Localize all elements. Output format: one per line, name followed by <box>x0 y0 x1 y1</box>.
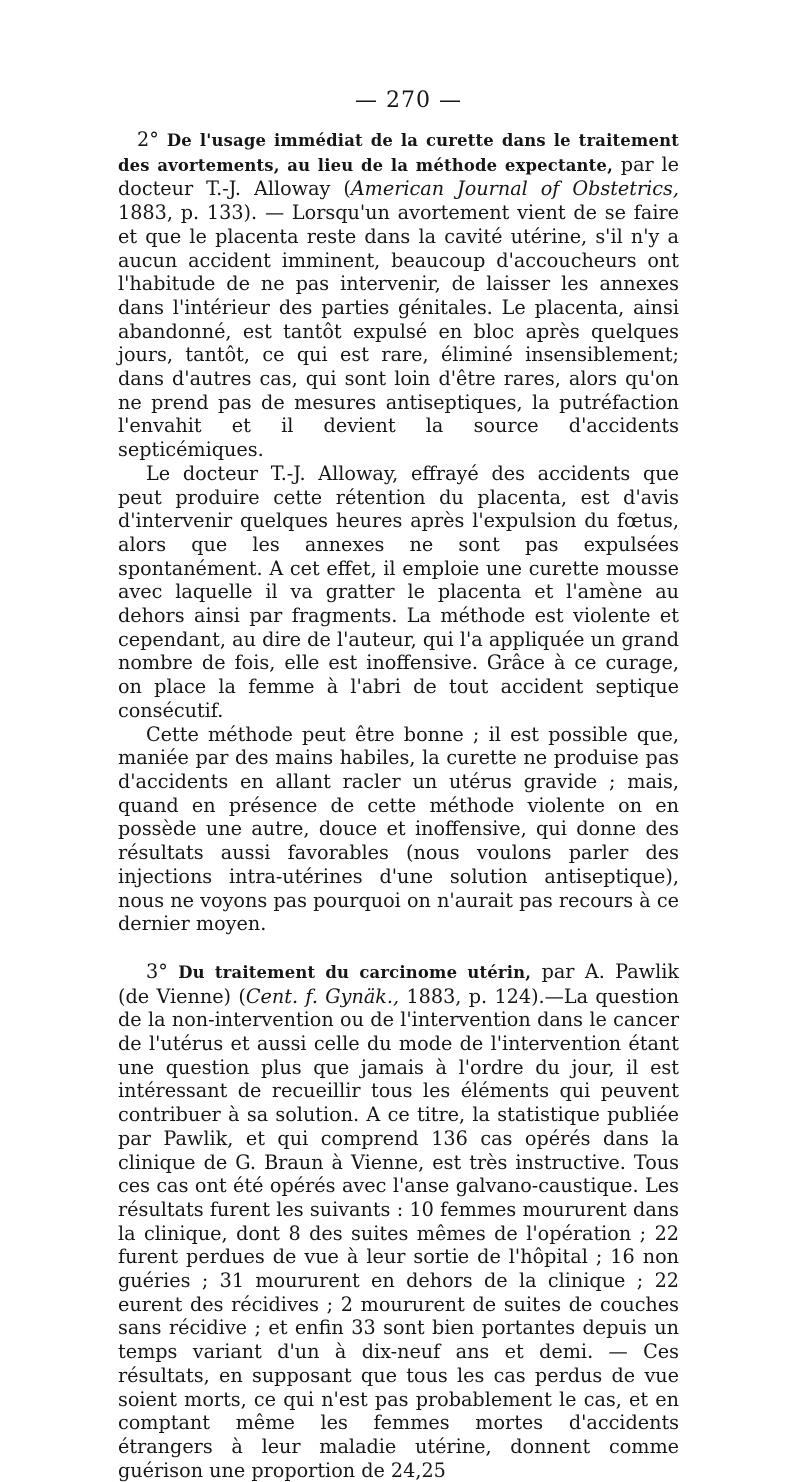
section-1-journal: American Journal of Obstetrics, <box>350 177 679 201</box>
section-2-citation: 1883, p. 124). <box>399 984 545 1008</box>
section-2-numeral: 3° <box>146 959 168 983</box>
page-number: — 270 — <box>355 88 462 113</box>
section-2-body: —La question de la non-intervention ou de l'intervention dans le cancer de l'utérus et aussi celle du mode de l'intervention étant une question plus que jamais à l'ordre du jour, il est intéressant de recueillir tous les éléments qui peuvent contribuer à sa solution. A ce titre, la statistique publiée par Pawlik, et qui comprend 136 cas opérés dans la clinique de G. Braun à Vienne, est très instructive. Tous ces cas ont été opérés avec l'anse galvano-caustique. Les résultats furent les suivants : 10 femmes moururent dans la clinique, dont 8 des suites mêmes de l'opération ; 22 furent perdues de vue à leur sortie de l'hôpital ; 16 non guéries ; 31 moururent en dehors de la clinique ; 22 eurent des récidives ; 2 moururent de suites de couches sans récidive ; et enfin 33 sont bien portantes depuis un temps variant d'un à dix-neuf ans et demi. — Ces résultats, en supposant que tous les cas perdus de vue soient morts, ce qui n'est pas probablement le cas, et en comptant même les femmes mortes d'accidents étrangers à leur maladie utérine, donnent comme guérison une proportion de 24,25 <box>118 984 679 1482</box>
section-separator <box>118 936 679 960</box>
section-1-byline: par le docteur T.-J. Alloway ( <box>118 152 679 201</box>
section-2-journal: Cent. f. Gynäk., <box>245 984 400 1008</box>
section-1-paragraph-1 <box>118 128 679 462</box>
section-2-heading: Du traitement du carcinome utérin, <box>178 962 532 982</box>
section-2-byline: par A. Pawlik (de Vienne) ( <box>118 959 679 1008</box>
section-2-paragraph-1 <box>118 960 679 1482</box>
section-1-citation: 1883, p. 133). <box>118 201 258 225</box>
section-1-heading: De l'usage immédiat de la curette dans le traitement des avortements, au lieu de la méthode expectante, <box>118 131 679 175</box>
section-1-paragraph-3: Cette méthode peut être bonne ; il est possible que, maniée par des mains habiles, la curette ne produise pas d'accidents en allant racler un utérus gravide ; mais, quand en présence de cette méthode violente on en possède une autre, douce et inoffensive, qui donne des résultats aussi favorables (nous voulons parler des injections intra-utérines d'une solution antiseptique), nous ne voyons pas pourquoi on n'aurait pas recours à ce dernier moyen. <box>118 722 679 936</box>
section-1-paragraph-2: Le docteur T.-J. Alloway, effrayé des accidents que peut produire cette rétention du placenta, est d'avis d'intervenir quelques heures après l'expulsion du fœtus, alors que les annexes ne sont pas expulsées spontanément. A cet effet, il emploie une curette mousse avec laquelle il va gratter le placenta et l'amène au dehors ainsi par fragments. La méthode est violente et cependant, au dire de l'auteur, qui l'a appliquée un grand nombre de fois, elle est inoffensive. Grâce à ce curage, on place la femme à l'abri de tout accident septique consécutif. <box>118 461 679 722</box>
section-1-body: — Lorsqu'un avortement vient de se faire et que le placenta reste dans la cavité utérine, s'il n'y a aucun accident imminent, beaucoup d'accoucheurs ont l'habitude de ne pas intervenir, de laisser les annexes dans l'intérieur des parties génitales. Le placenta, ainsi abandonné, est tantôt expulsé en bloc après quelques jours, tantôt, ce qui est rare, éliminé insensiblement; dans d'autres cas, qui sont loin d'être rares, alors qu'on ne prend pas de mesures antiseptiques, la putréfaction l'envahit et il devient la source d'accidents septicémiques. <box>118 201 680 462</box>
section-1-numeral: 2° <box>137 128 159 151</box>
